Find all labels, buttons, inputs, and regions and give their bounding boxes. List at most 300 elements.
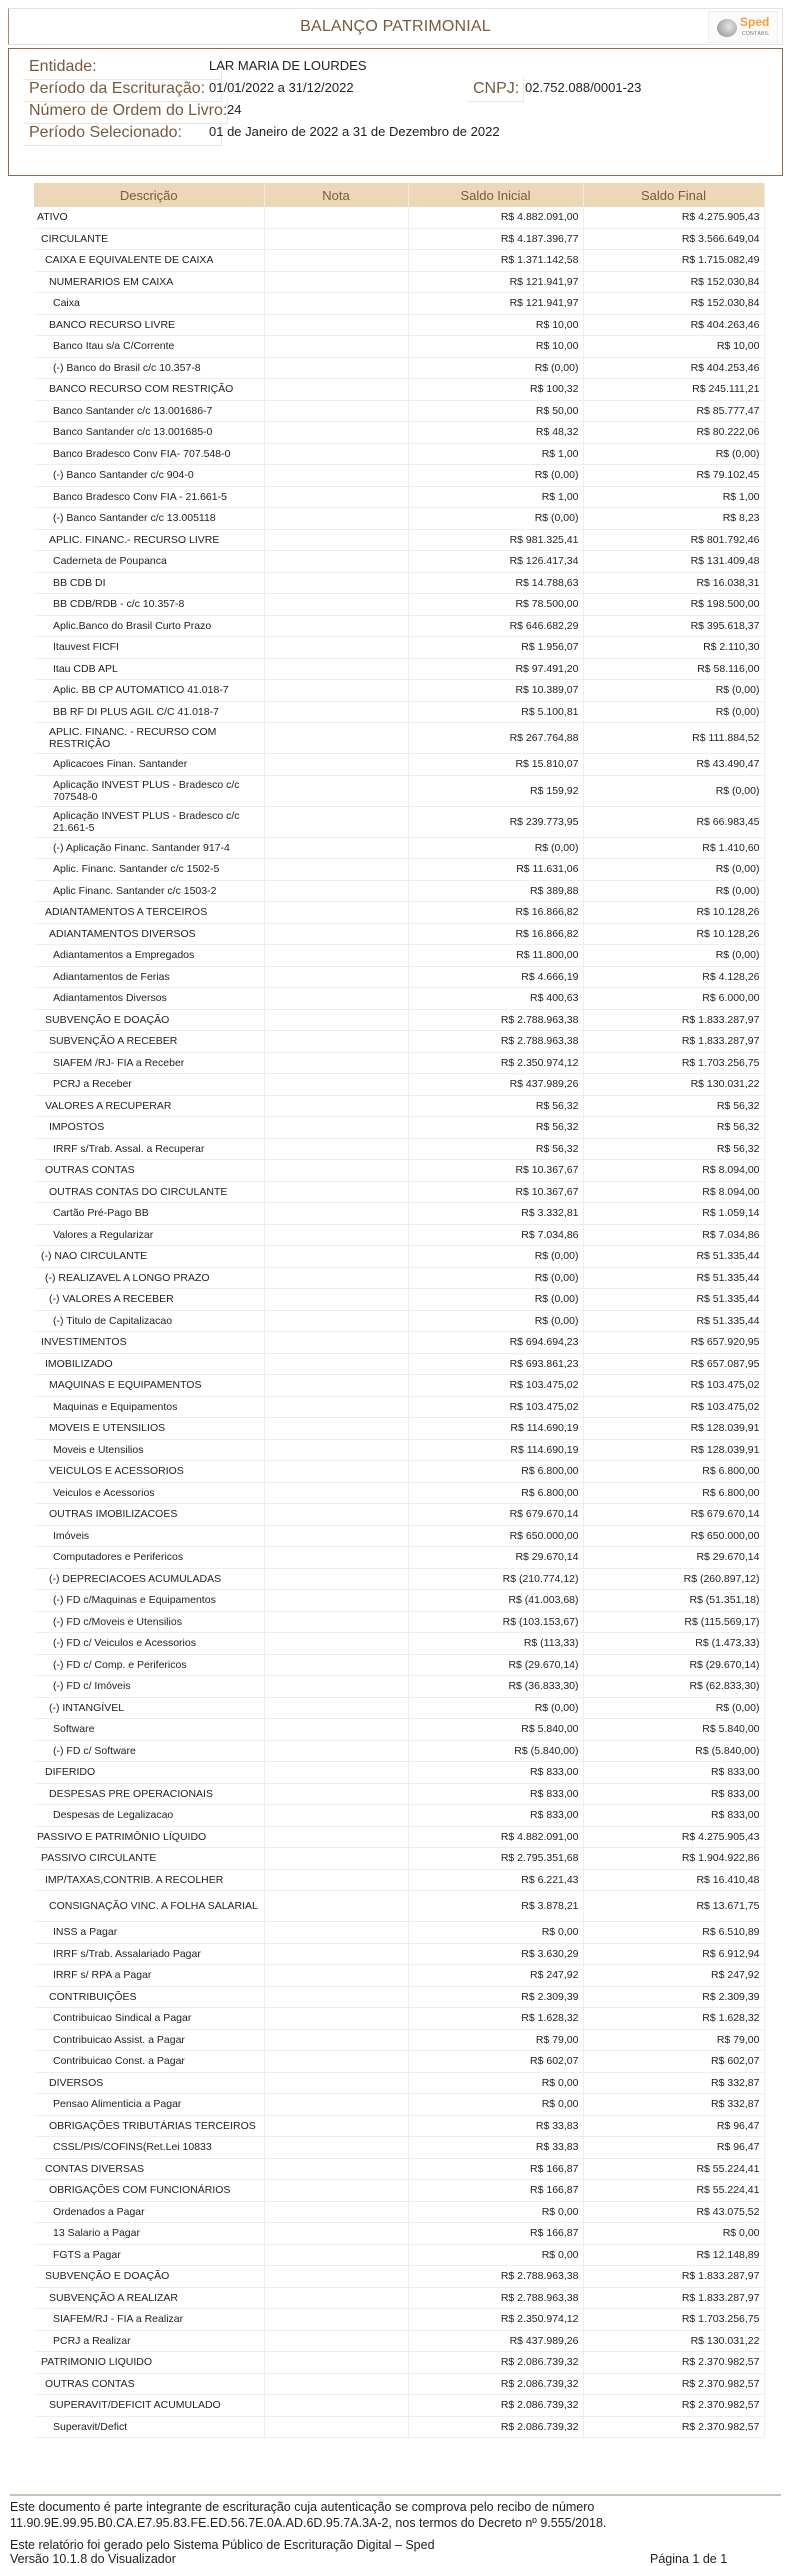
authentication-line-2: 11.90.9E.99.95.B0.CA.E7.95.83.FE.ED.56.7E.0A.AD.6D.95.7A.3A-2, nos termos do Decreto nº 9.555/2018. xyxy=(10,2516,607,2530)
row-description: (-) FD c/Maquinas e Equipamentos xyxy=(34,1590,264,1612)
table-row xyxy=(34,2395,764,2417)
row-saldo-final: R$ 404.263,46 xyxy=(583,314,764,336)
table-row xyxy=(34,1031,764,1053)
row-nota xyxy=(264,1482,408,1504)
row-nota xyxy=(264,379,408,401)
table-row xyxy=(34,1203,764,1225)
row-nota xyxy=(264,1138,408,1160)
row-saldo-final: R$ 96,47 xyxy=(583,2115,764,2137)
row-nota xyxy=(264,1246,408,1268)
row-nota xyxy=(264,723,408,754)
row-description: APLIC. FINANC. - RECURSO COM RESTRIÇÃO xyxy=(34,723,264,754)
row-description: Adiantamentos Diversos xyxy=(34,988,264,1010)
table-row xyxy=(34,1891,764,1922)
row-description: (-) NAO CIRCULANTE xyxy=(34,1246,264,1268)
row-saldo-final: R$ 79.102,45 xyxy=(583,465,764,487)
row-nota xyxy=(264,2094,408,2116)
row-saldo-final: R$ 833,00 xyxy=(583,1805,764,1827)
row-saldo-final: R$ 6.510,89 xyxy=(583,1922,764,1944)
row-description: Contribuicao Assist. a Pagar xyxy=(34,2029,264,2051)
table-row xyxy=(34,1826,764,1848)
row-saldo-final: R$ 51.335,44 xyxy=(583,1289,764,1311)
report-title: BALANÇO PATRIMONIAL xyxy=(300,18,491,35)
row-description: INVESTIMENTOS xyxy=(34,1332,264,1354)
row-description: IMOBILIZADO xyxy=(34,1353,264,1375)
row-saldo-final: R$ 1.059,14 xyxy=(583,1203,764,1225)
row-saldo-final: R$ 130.031,22 xyxy=(583,2330,764,2352)
table-row xyxy=(34,1547,764,1569)
table-row xyxy=(34,2008,764,2030)
row-saldo-final: R$ 2.370.982,57 xyxy=(583,2416,764,2438)
row-saldo-inicial: R$ 11.800,00 xyxy=(408,945,583,967)
row-saldo-final: R$ 4.128,26 xyxy=(583,966,764,988)
row-description: OBRIGAÇÕES TRIBUTÁRIAS TERCEIROS xyxy=(34,2115,264,2137)
row-saldo-inicial: R$ (0,00) xyxy=(408,837,583,859)
row-nota xyxy=(264,1762,408,1784)
row-description: (-) DEPRECIACOES ACUMULADAS xyxy=(34,1568,264,1590)
row-description: IMPOSTOS xyxy=(34,1117,264,1139)
row-saldo-inicial: R$ 166,87 xyxy=(408,2158,583,2180)
page-indicator: Página 1 de 1 xyxy=(650,2552,728,2566)
row-saldo-final: R$ (0,00) xyxy=(583,701,764,723)
row-nota xyxy=(264,1461,408,1483)
row-description: SUBVENÇÃO A REALIZAR xyxy=(34,2287,264,2309)
table-row xyxy=(34,336,764,358)
row-nota xyxy=(264,1117,408,1139)
row-nota xyxy=(264,1418,408,1440)
row-nota xyxy=(264,465,408,487)
table-row xyxy=(34,1418,764,1440)
row-nota xyxy=(264,1783,408,1805)
row-description: Aplicação INVEST PLUS - Bradesco c/c 707548-0 xyxy=(34,775,264,806)
row-saldo-inicial: R$ 2.309,39 xyxy=(408,1986,583,2008)
row-saldo-inicial: R$ 10,00 xyxy=(408,314,583,336)
row-description: FGTS a Pagar xyxy=(34,2244,264,2266)
row-saldo-inicial: R$ 1.956,07 xyxy=(408,637,583,659)
row-nota xyxy=(264,701,408,723)
table-row xyxy=(34,2051,764,2073)
row-saldo-final: R$ 55.224,41 xyxy=(583,2158,764,2180)
row-saldo-inicial: R$ 6.800,00 xyxy=(408,1482,583,1504)
table-row xyxy=(34,859,764,881)
table-row xyxy=(34,2416,764,2438)
row-nota xyxy=(264,2072,408,2094)
row-saldo-final: R$ 130.031,22 xyxy=(583,1074,764,1096)
row-saldo-inicial: R$ 50,00 xyxy=(408,400,583,422)
row-saldo-final: R$ (115.569,17) xyxy=(583,1611,764,1633)
row-saldo-inicial: R$ 10,00 xyxy=(408,336,583,358)
row-nota xyxy=(264,1031,408,1053)
row-saldo-inicial: R$ 646.682,29 xyxy=(408,615,583,637)
row-saldo-final: R$ 1.904.922,86 xyxy=(583,1848,764,1870)
row-saldo-final: R$ 4.275.905,43 xyxy=(583,207,764,228)
row-saldo-inicial: R$ 693.861,23 xyxy=(408,1353,583,1375)
row-description: CIRCULANTE xyxy=(34,228,264,250)
row-saldo-final: R$ 2.370.982,57 xyxy=(583,2373,764,2395)
row-description: IRRF s/ RPA a Pagar xyxy=(34,1965,264,1987)
row-description: CSSL/PIS/COFINS(Ret.Lei 10833 xyxy=(34,2137,264,2159)
row-description: (-) REALIZAVEL A LONGO PRAZO xyxy=(34,1267,264,1289)
row-description: SUBVENÇÃO E DOAÇÃO xyxy=(34,2266,264,2288)
row-description: Ordenados a Pagar xyxy=(34,2201,264,2223)
row-saldo-final: R$ 6.000,00 xyxy=(583,988,764,1010)
table-row xyxy=(34,1697,764,1719)
row-saldo-final: R$ (0,00) xyxy=(583,1697,764,1719)
table-row xyxy=(34,1740,764,1762)
row-description: Itauvest FICFI xyxy=(34,637,264,659)
row-saldo-final: R$ 198.500,00 xyxy=(583,594,764,616)
row-description: Imóveis xyxy=(34,1525,264,1547)
row-saldo-inicial: R$ 5.100,81 xyxy=(408,701,583,723)
row-saldo-inicial: R$ (0,00) xyxy=(408,508,583,530)
row-nota xyxy=(264,945,408,967)
row-nota xyxy=(264,1826,408,1848)
row-nota xyxy=(264,1943,408,1965)
row-nota xyxy=(264,880,408,902)
row-saldo-final: R$ 3.566.649,04 xyxy=(583,228,764,250)
table-row xyxy=(34,775,764,806)
row-nota xyxy=(264,1965,408,1987)
row-saldo-inicial: R$ (0,00) xyxy=(408,1267,583,1289)
row-saldo-final: R$ 332,87 xyxy=(583,2072,764,2094)
row-description: Aplic Financ. Santander c/c 1503-2 xyxy=(34,880,264,902)
row-description: Adiantamentos a Empregados xyxy=(34,945,264,967)
table-row xyxy=(34,723,764,754)
row-nota xyxy=(264,486,408,508)
row-nota xyxy=(264,2244,408,2266)
row-saldo-inicial: R$ 2.350.974,12 xyxy=(408,2309,583,2331)
row-saldo-final: R$ 679.670,14 xyxy=(583,1504,764,1526)
row-saldo-final: R$ (62.833,30) xyxy=(583,1676,764,1698)
table-row xyxy=(34,902,764,924)
row-nota xyxy=(264,1353,408,1375)
row-saldo-final: R$ 602,07 xyxy=(583,2051,764,2073)
row-saldo-inicial: R$ 4.666,19 xyxy=(408,966,583,988)
row-saldo-inicial: R$ 679.670,14 xyxy=(408,1504,583,1526)
row-description: Contribuicao Sindical a Pagar xyxy=(34,2008,264,2030)
table-row xyxy=(34,2330,764,2352)
table-row xyxy=(34,1138,764,1160)
globe-icon xyxy=(717,19,737,37)
row-saldo-inicial: R$ 10.367,67 xyxy=(408,1160,583,1182)
row-saldo-inicial: R$ 2.795.351,68 xyxy=(408,1848,583,1870)
table-row xyxy=(34,1332,764,1354)
table-row xyxy=(34,1009,764,1031)
entidade-value: LAR MARIA DE LOURDES xyxy=(209,58,367,73)
row-nota xyxy=(264,1869,408,1891)
table-row xyxy=(34,357,764,379)
row-saldo-inicial: R$ 97.491,20 xyxy=(408,658,583,680)
row-description: Adiantamentos de Ferias xyxy=(34,966,264,988)
column-header-descricao: Descrição xyxy=(34,183,264,207)
row-saldo-inicial: R$ 0,00 xyxy=(408,2201,583,2223)
row-saldo-inicial: R$ 33,83 xyxy=(408,2115,583,2137)
row-saldo-inicial: R$ 29.670,14 xyxy=(408,1547,583,1569)
table-row xyxy=(34,1943,764,1965)
row-description: OUTRAS CONTAS xyxy=(34,2373,264,2395)
table-row xyxy=(34,1482,764,1504)
row-nota xyxy=(264,680,408,702)
row-saldo-inicial: R$ 121.941,97 xyxy=(408,271,583,293)
row-saldo-final: R$ 96,47 xyxy=(583,2137,764,2159)
row-saldo-inicial: R$ 78.500,00 xyxy=(408,594,583,616)
row-nota xyxy=(264,400,408,422)
row-description: SUPERAVIT/DEFICIT ACUMULADO xyxy=(34,2395,264,2417)
table-row xyxy=(34,1922,764,1944)
row-nota xyxy=(264,1052,408,1074)
table-row xyxy=(34,465,764,487)
row-saldo-final: R$ 152.030,84 xyxy=(583,271,764,293)
row-saldo-inicial: R$ 2.788.963,38 xyxy=(408,2266,583,2288)
row-description: IRRF s/Trab. Assalariado Pagar xyxy=(34,1943,264,1965)
row-saldo-inicial: R$ 79,00 xyxy=(408,2029,583,2051)
balance-sheet-table xyxy=(34,183,765,2438)
row-description: DIVERSOS xyxy=(34,2072,264,2094)
row-nota xyxy=(264,1224,408,1246)
row-description: (-) FD c/ Imóveis xyxy=(34,1676,264,1698)
row-saldo-final: R$ 103.475,02 xyxy=(583,1375,764,1397)
row-nota xyxy=(264,1590,408,1612)
row-description: (-) Titulo de Capitalizacao xyxy=(34,1310,264,1332)
row-saldo-inicial: R$ 1,00 xyxy=(408,486,583,508)
row-saldo-final: R$ 395.618,37 xyxy=(583,615,764,637)
row-saldo-inicial: R$ 3.878,21 xyxy=(408,1891,583,1922)
row-saldo-final: R$ 1.833.287,97 xyxy=(583,1031,764,1053)
row-saldo-final: R$ 131.409,48 xyxy=(583,551,764,573)
table-header-row xyxy=(34,183,764,207)
row-saldo-final: R$ 1.703.256,75 xyxy=(583,1052,764,1074)
column-header-saldo-final: Saldo Final xyxy=(583,183,764,207)
row-nota xyxy=(264,422,408,444)
row-saldo-inicial: R$ (113,33) xyxy=(408,1633,583,1655)
table-row xyxy=(34,637,764,659)
table-row xyxy=(34,1783,764,1805)
row-saldo-final: R$ (0,00) xyxy=(583,880,764,902)
row-saldo-final: R$ 2.370.982,57 xyxy=(583,2395,764,2417)
row-description: Aplic. Financ. Santander c/c 1502-5 xyxy=(34,859,264,881)
table-row xyxy=(34,1052,764,1074)
table-row xyxy=(34,314,764,336)
row-nota xyxy=(264,529,408,551)
row-nota xyxy=(264,228,408,250)
row-description: CONTAS DIVERSAS xyxy=(34,2158,264,2180)
row-nota xyxy=(264,1074,408,1096)
table-row xyxy=(34,1160,764,1182)
row-saldo-inicial: R$ 2.788.963,38 xyxy=(408,2287,583,2309)
row-nota xyxy=(264,837,408,859)
balance-sheet-container xyxy=(10,180,781,2496)
row-nota xyxy=(264,1310,408,1332)
row-saldo-final: R$ 332,87 xyxy=(583,2094,764,2116)
row-nota xyxy=(264,250,408,272)
row-description: PASSIVO CIRCULANTE xyxy=(34,1848,264,1870)
row-description: DIFERIDO xyxy=(34,1762,264,1784)
report-title-bar xyxy=(8,8,783,45)
row-saldo-inicial: R$ (210.774,12) xyxy=(408,1568,583,1590)
row-description: Moveis e Utensilios xyxy=(34,1439,264,1461)
row-description: Aplicacoes Finan. Santander xyxy=(34,754,264,776)
row-saldo-final: R$ 1.703.256,75 xyxy=(583,2309,764,2331)
table-row xyxy=(34,271,764,293)
row-description: (-) FD c/ Veiculos e Acessorios xyxy=(34,1633,264,1655)
row-description: Aplic.Banco do Brasil Curto Prazo xyxy=(34,615,264,637)
table-row xyxy=(34,2072,764,2094)
row-saldo-final: R$ 51.335,44 xyxy=(583,1246,764,1268)
cnpj-label: CNPJ: xyxy=(467,77,524,102)
row-nota xyxy=(264,2008,408,2030)
row-saldo-final: R$ 404.253,46 xyxy=(583,357,764,379)
table-row xyxy=(34,572,764,594)
viewer-version: Versão 10.1.8 do Visualizador xyxy=(10,2552,176,2566)
row-saldo-final: R$ 13.671,75 xyxy=(583,1891,764,1922)
row-saldo-inicial: R$ (0,00) xyxy=(408,465,583,487)
row-saldo-final: R$ (0,00) xyxy=(583,859,764,881)
row-saldo-final: R$ 1.715.082,49 xyxy=(583,250,764,272)
table-row xyxy=(34,1117,764,1139)
row-nota xyxy=(264,1740,408,1762)
authentication-line-1: Este documento é parte integrante de escrituração cuja autenticação se comprova pelo recibo de número xyxy=(10,2500,595,2514)
row-nota xyxy=(264,775,408,806)
column-header-nota: Nota xyxy=(264,183,408,207)
row-description: Caderneta de Poupanca xyxy=(34,551,264,573)
table-row xyxy=(34,400,764,422)
row-saldo-inicial: R$ 2.086.739,32 xyxy=(408,2416,583,2438)
row-saldo-inicial: R$ 114.690,19 xyxy=(408,1418,583,1440)
row-description: NUMERARIOS EM CAIXA xyxy=(34,271,264,293)
row-description: PASSIVO E PATRIMÔNIO LÍQUIDO xyxy=(34,1826,264,1848)
row-saldo-final: R$ 43.075,52 xyxy=(583,2201,764,2223)
row-saldo-final: R$ 1.410,60 xyxy=(583,837,764,859)
row-saldo-final: R$ (51.351,18) xyxy=(583,1590,764,1612)
row-nota xyxy=(264,1160,408,1182)
row-nota xyxy=(264,637,408,659)
row-saldo-inicial: R$ 56,32 xyxy=(408,1138,583,1160)
row-description: Banco Bradesco Conv FIA- 707.548-0 xyxy=(34,443,264,465)
row-saldo-final: R$ 79,00 xyxy=(583,2029,764,2051)
row-nota xyxy=(264,806,408,837)
row-nota xyxy=(264,1009,408,1031)
row-saldo-inicial: R$ 103.475,02 xyxy=(408,1375,583,1397)
row-nota xyxy=(264,2201,408,2223)
row-description: SIAFEM /RJ- FIA a Receber xyxy=(34,1052,264,1074)
row-nota xyxy=(264,1986,408,2008)
table-row xyxy=(34,1611,764,1633)
row-description: Banco Bradesco Conv FIA - 21.661-5 xyxy=(34,486,264,508)
row-saldo-inicial: R$ 4.882.091,00 xyxy=(408,207,583,228)
row-saldo-inicial: R$ 1.628,32 xyxy=(408,2008,583,2030)
row-nota xyxy=(264,1676,408,1698)
row-nota xyxy=(264,1922,408,1944)
row-saldo-inicial: R$ 14.788,63 xyxy=(408,572,583,594)
row-nota xyxy=(264,2416,408,2438)
row-nota xyxy=(264,1848,408,1870)
table-row xyxy=(34,966,764,988)
row-saldo-final: R$ 5.840,00 xyxy=(583,1719,764,1741)
table-row xyxy=(34,2309,764,2331)
row-description: (-) VALORES A RECEBER xyxy=(34,1289,264,1311)
row-saldo-final: R$ 2.309,39 xyxy=(583,1986,764,2008)
row-saldo-final: R$ 51.335,44 xyxy=(583,1310,764,1332)
cnpj-value: 02.752.088/0001-23 xyxy=(525,80,642,95)
row-nota xyxy=(264,2373,408,2395)
table-row xyxy=(34,1375,764,1397)
table-row xyxy=(34,880,764,902)
table-row xyxy=(34,2223,764,2245)
row-description: PCRJ a Realizar xyxy=(34,2330,264,2352)
row-saldo-final: R$ 152.030,84 xyxy=(583,293,764,315)
row-nota xyxy=(264,1095,408,1117)
row-saldo-final: R$ 103.475,02 xyxy=(583,1396,764,1418)
row-nota xyxy=(264,966,408,988)
row-nota xyxy=(264,207,408,228)
row-description: Banco Santander c/c 13.001686-7 xyxy=(34,400,264,422)
row-description: (-) INTANGÍVEL xyxy=(34,1697,264,1719)
row-saldo-final: R$ (0,00) xyxy=(583,945,764,967)
row-nota xyxy=(264,2137,408,2159)
row-saldo-final: R$ 80.222,06 xyxy=(583,422,764,444)
table-row xyxy=(34,615,764,637)
row-saldo-final: R$ 650.000,00 xyxy=(583,1525,764,1547)
table-row xyxy=(34,923,764,945)
table-row xyxy=(34,1805,764,1827)
row-description: (-) Aplicação Financ. Santander 917-4 xyxy=(34,837,264,859)
row-description: Aplic. BB CP AUTOMATICO 41.018-7 xyxy=(34,680,264,702)
row-saldo-final: R$ 85.777,47 xyxy=(583,400,764,422)
row-saldo-inicial: R$ 0,00 xyxy=(408,2094,583,2116)
row-saldo-final: R$ 801.792,46 xyxy=(583,529,764,551)
row-description: BANCO RECURSO LIVRE xyxy=(34,314,264,336)
table-row xyxy=(34,1074,764,1096)
row-saldo-final: R$ 56,32 xyxy=(583,1138,764,1160)
row-nota xyxy=(264,2115,408,2137)
row-saldo-inicial: R$ 267.764,88 xyxy=(408,723,583,754)
row-saldo-inicial: R$ 1.371.142,58 xyxy=(408,250,583,272)
row-saldo-inicial: R$ 602,07 xyxy=(408,2051,583,2073)
row-saldo-inicial: R$ 2.086.739,32 xyxy=(408,2395,583,2417)
row-saldo-inicial: R$ (103.153,67) xyxy=(408,1611,583,1633)
table-row xyxy=(34,1246,764,1268)
row-saldo-final: R$ 1.833.287,97 xyxy=(583,1009,764,1031)
row-nota xyxy=(264,1439,408,1461)
row-description: SUBVENÇÃO A RECEBER xyxy=(34,1031,264,1053)
row-saldo-final: R$ 247,92 xyxy=(583,1965,764,1987)
row-nota xyxy=(264,2330,408,2352)
periodo-escrituracao-value: 01/01/2022 a 31/12/2022 xyxy=(209,80,354,95)
row-saldo-inicial: R$ 15.810,07 xyxy=(408,754,583,776)
table-row xyxy=(34,1396,764,1418)
row-saldo-inicial: R$ 437.989,26 xyxy=(408,1074,583,1096)
row-nota xyxy=(264,1181,408,1203)
row-saldo-inicial: R$ 103.475,02 xyxy=(408,1396,583,1418)
row-nota xyxy=(264,615,408,637)
row-saldo-inicial: R$ (29.670,14) xyxy=(408,1654,583,1676)
row-description: PCRJ a Receber xyxy=(34,1074,264,1096)
row-saldo-inicial: R$ (5.840,00) xyxy=(408,1740,583,1762)
row-saldo-final: R$ 55.224,41 xyxy=(583,2180,764,2202)
row-nota xyxy=(264,1267,408,1289)
row-saldo-inicial: R$ 48,32 xyxy=(408,422,583,444)
table-row xyxy=(34,486,764,508)
row-description: OUTRAS CONTAS DO CIRCULANTE xyxy=(34,1181,264,1203)
row-nota xyxy=(264,859,408,881)
row-nota xyxy=(264,271,408,293)
row-description: VALORES A RECUPERAR xyxy=(34,1095,264,1117)
row-saldo-final: R$ 245.111,21 xyxy=(583,379,764,401)
row-saldo-inicial: R$ 2.086.739,32 xyxy=(408,2373,583,2395)
row-saldo-inicial: R$ 3.332,81 xyxy=(408,1203,583,1225)
row-saldo-final: R$ 56,32 xyxy=(583,1117,764,1139)
row-description: ADIANTAMENTOS DIVERSOS xyxy=(34,923,264,945)
